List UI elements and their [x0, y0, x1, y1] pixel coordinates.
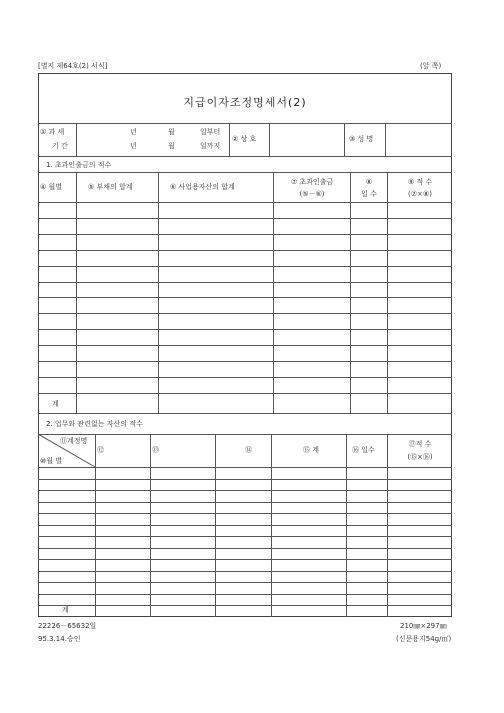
table-row-line	[38, 605, 452, 606]
s2-col-12: ⑫	[97, 446, 104, 454]
footer-code: 22226－65632일	[38, 622, 97, 630]
table-row-line	[38, 479, 452, 480]
s1-col-debt: ⑤ 부채의 합계	[88, 183, 133, 191]
month-1: 월	[168, 128, 175, 136]
footer-size: 210㎜×297㎜	[400, 622, 447, 630]
table-row-line	[38, 250, 452, 251]
footer-paper: (신문용지54g/㎡)	[396, 635, 452, 643]
table-row-line	[38, 393, 452, 394]
line-s1-header-bottom	[38, 202, 452, 203]
section2-title: 2. 업무와 관련없는 자산의 적수	[46, 420, 143, 428]
s2-month-label: ⑩월 별	[40, 457, 63, 465]
s1-col-assets: ⑥ 사업용자산의 합계	[170, 183, 235, 191]
s1-col-days-a: ⑧	[365, 178, 373, 186]
line-s1-v5	[387, 172, 388, 413]
line-info-v2	[229, 123, 230, 156]
s1-col-month: ④ 월별	[40, 183, 63, 191]
year-1: 년	[130, 128, 137, 136]
table-row-line	[38, 536, 452, 537]
line-info-v4	[344, 123, 345, 156]
month-2: 월	[168, 142, 175, 150]
table-row-line	[38, 297, 452, 298]
line-info-v3	[269, 123, 270, 156]
s2-col-17-b: (⑮×⑯)	[407, 453, 433, 461]
line-info-v1	[76, 123, 77, 156]
table-row-line	[38, 582, 452, 583]
table-row-line	[38, 594, 452, 595]
table-row-line	[38, 313, 452, 314]
s2-col-14: ⑭	[245, 446, 252, 454]
line-s1-header-top	[38, 172, 452, 173]
period-label-2: 기 간	[52, 142, 68, 150]
table-row-line	[38, 282, 452, 283]
line-s2-header-bottom	[38, 467, 452, 468]
line-s2-v4	[271, 434, 272, 617]
line-s1-v3	[273, 172, 274, 413]
table-row-line	[38, 490, 452, 491]
line-s2-v2	[150, 434, 151, 617]
line-s2-v1	[95, 434, 96, 617]
line-s2-header-top	[38, 434, 452, 435]
until-label: 일까지	[200, 142, 221, 150]
form-number: [별지 제64호(2) 서식]	[38, 62, 108, 70]
name-label: ③ 성 명	[349, 135, 374, 143]
table-row-line	[38, 266, 452, 267]
table-row-line	[38, 559, 452, 560]
line-s2-title-top	[38, 413, 452, 414]
s1-col-sum-b: (⑦×⑧)	[408, 190, 432, 198]
company-label: ② 상 호	[232, 135, 257, 143]
table-row-line	[38, 502, 452, 503]
table-row-line	[38, 345, 452, 346]
from-label: 일부터	[200, 128, 221, 136]
section1-title: 1. 초과인출금의 적수	[46, 161, 112, 169]
footer-approved: 95.3.14.승인	[38, 635, 81, 643]
s2-col-15: ⑮ 계	[303, 446, 319, 454]
s1-total-label: 계	[52, 400, 59, 408]
s1-col-sum-a: ⑨ 적 수	[407, 178, 433, 186]
form-title: 지급이자조정명세서(2)	[183, 96, 307, 109]
table-row-line	[38, 329, 452, 330]
s1-col-excess-a: ⑦ 초과인출금	[290, 178, 334, 186]
s2-col-16: ⑯ 일수	[352, 446, 375, 454]
table-row-line	[38, 548, 452, 549]
table-row-line	[38, 571, 452, 572]
period-label-1: ① 과 세	[40, 128, 65, 136]
table-row-line	[38, 525, 452, 526]
line-info-bottom	[38, 156, 452, 157]
s2-col-17-a: ⑰적 수	[408, 440, 432, 448]
line-info-v5	[385, 123, 386, 156]
table-row-line	[38, 513, 452, 514]
table-row-line	[38, 377, 452, 378]
table-row-line	[38, 361, 452, 362]
year-2: 년	[130, 142, 137, 150]
line-s2-v3	[215, 434, 216, 617]
line-s2-v5	[346, 434, 347, 617]
table-row-line	[38, 234, 452, 235]
line-top-info	[38, 123, 452, 124]
table-row-line	[38, 218, 452, 219]
s2-account-label: ⑪계정명	[60, 437, 88, 445]
page-side: (앞 쪽)	[420, 62, 442, 70]
s1-col-days-b: 일 수	[361, 190, 377, 198]
s1-col-excess-b: (⑤－⑥)	[299, 190, 325, 198]
line-s1-v2	[158, 172, 159, 413]
s2-total-label: 계	[62, 606, 69, 614]
s2-col-13: ⑬	[152, 446, 159, 454]
line-s1-v1	[76, 172, 77, 413]
line-s1-v4	[350, 172, 351, 413]
